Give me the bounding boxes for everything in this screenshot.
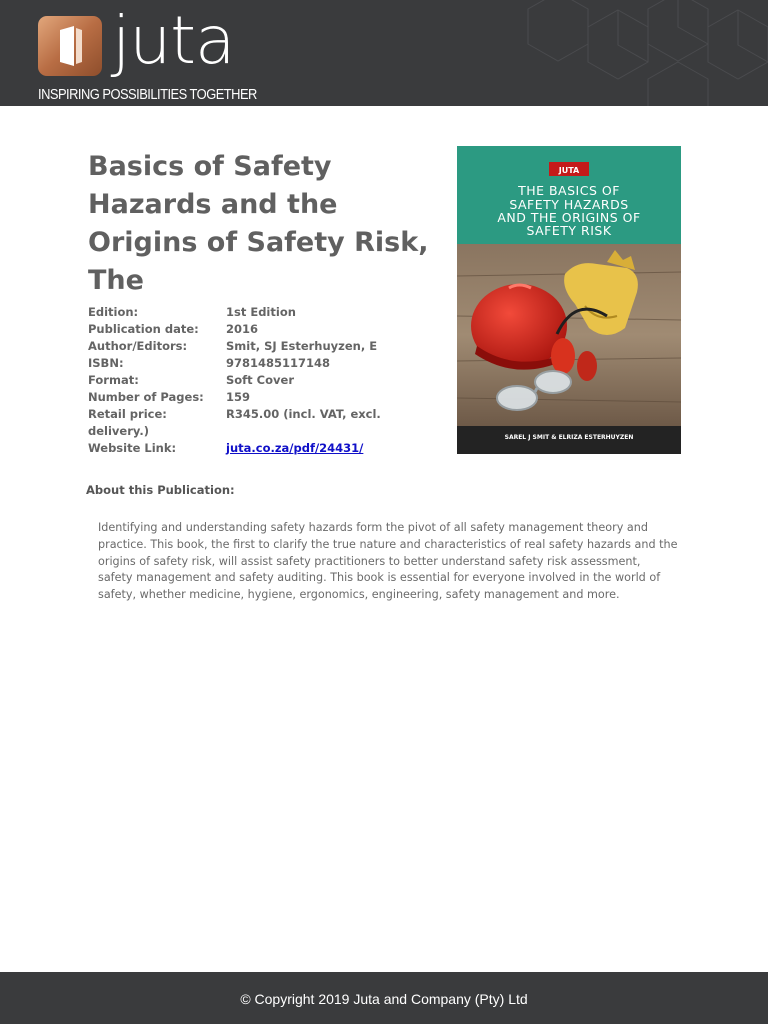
cover-title-line: THE BASICS OF	[518, 183, 620, 198]
detail-row-website	[88, 440, 408, 457]
copyright-text: © Copyright 2019 Juta and Company (Pty) Ltd	[240, 991, 528, 1007]
detail-label: ISBN:	[88, 356, 124, 370]
website-link[interactable]: juta.co.za/pdf/24431/	[226, 441, 364, 455]
juta-logo-icon	[38, 16, 102, 76]
about-heading: About this Publication:	[86, 483, 235, 497]
cover-authors: SAREL J SMIT & ELRIZA ESTERHUYZEN	[504, 434, 634, 441]
detail-label: Format:	[88, 373, 139, 387]
detail-value: R345.00 (incl. VAT, excl.	[226, 407, 381, 421]
detail-value: 2016	[226, 322, 259, 336]
header-banner	[0, 0, 768, 106]
detail-row-edition	[88, 304, 408, 321]
cover-title-line: AND THE ORIGINS OF	[497, 210, 641, 225]
detail-row-format	[88, 372, 408, 389]
book-cover-image	[457, 146, 681, 454]
detail-row-pages	[88, 389, 408, 406]
detail-row-price-continued	[88, 423, 408, 440]
footer	[0, 972, 768, 1024]
detail-label: Author/Editors:	[88, 339, 188, 353]
cover-title-line: SAFETY RISK	[526, 223, 612, 238]
detail-label: Website Link:	[88, 441, 177, 455]
tagline: INSPIRING POSSIBILITIES TOGETHER	[38, 86, 257, 103]
book-details	[88, 304, 408, 457]
detail-label: Number of Pages:	[88, 390, 204, 404]
cover-brand-text: JUTA	[558, 166, 580, 175]
detail-value: 159	[226, 390, 251, 404]
detail-value: Soft Cover	[226, 373, 294, 387]
detail-label: Publication date:	[88, 322, 199, 336]
detail-label: Retail price:	[88, 407, 167, 421]
detail-row-authors	[88, 338, 408, 355]
detail-row-price	[88, 406, 408, 423]
book-title: Basics of Safety Hazards and the Origins of Safety Risk, The	[88, 151, 429, 296]
detail-value: 9781485117148	[226, 356, 331, 370]
detail-value-continued: delivery.)	[88, 424, 149, 438]
cover-title-line: SAFETY HAZARDS	[509, 197, 629, 212]
detail-value: Smit, SJ Esterhuyzen, E	[226, 339, 378, 353]
detail-row-isbn	[88, 355, 408, 372]
hexagon-pattern-decoration	[468, 0, 768, 106]
detail-label: Edition:	[88, 305, 139, 319]
about-description: Identifying and understanding safety hazards form the pivot of all safety management theory and practice. This book, the first to clarify the true nature and characteristics of real safety hazards and the origins of safety risk, will assist safety practitioners to better understand safety risk assessment, safety management and safety auditing. This book is essential for everyone involved in the world of safety, whether medicine, hygiene, ergonomics, engineering, safety management and more.	[98, 521, 678, 602]
detail-value: 1st Edition	[226, 305, 296, 319]
juta-wordmark: juta	[112, 2, 235, 79]
detail-row-publication-date	[88, 321, 408, 338]
